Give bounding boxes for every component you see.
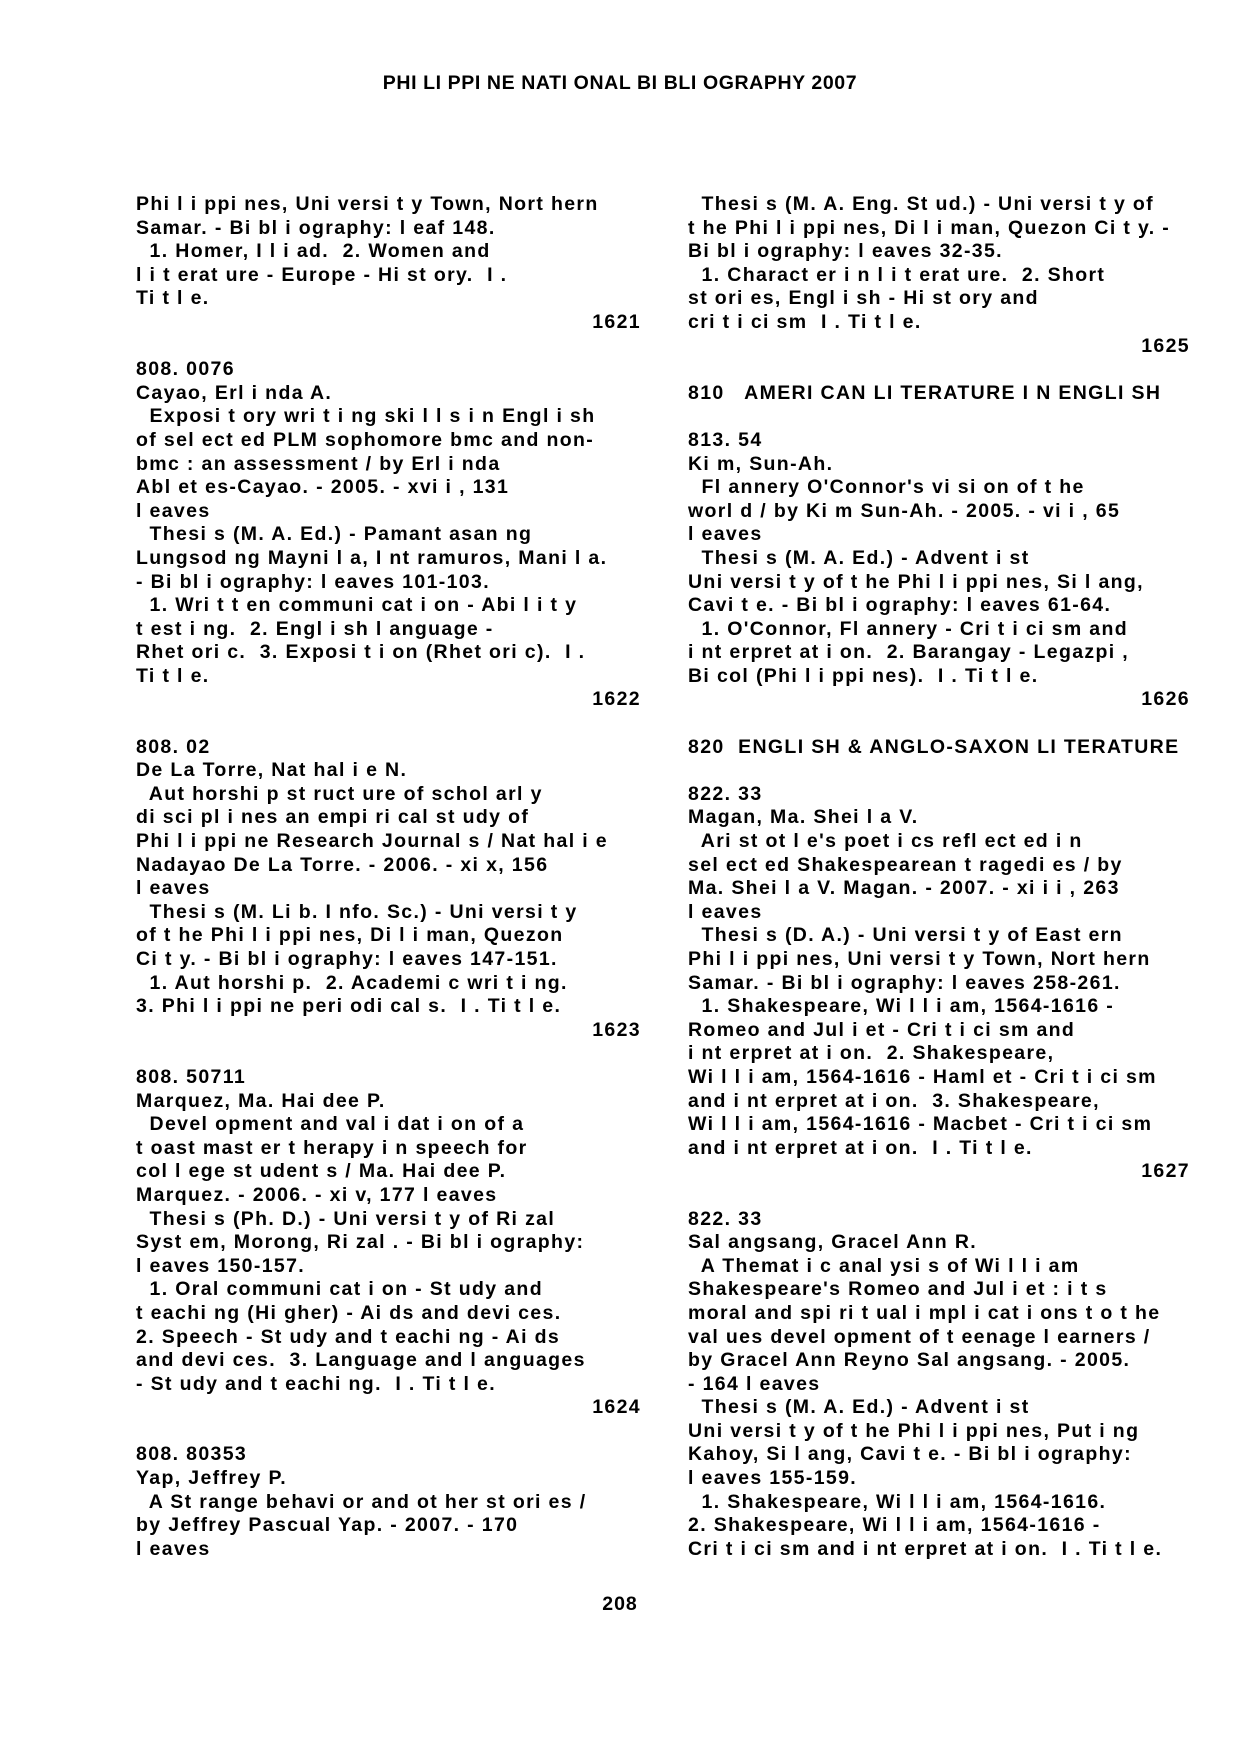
text-line: 808. 50711: [136, 1065, 247, 1088]
blank-line: [136, 1420, 641, 1444]
entry-number: 1625: [1141, 334, 1190, 357]
blank-line: [136, 335, 641, 359]
entry-number: 1627: [1141, 1160, 1190, 1183]
text-line: l eaves: [688, 900, 763, 923]
blank-line: [688, 405, 1190, 429]
text-line: Cavi t e. - Bi bl i ography: l eaves 61-64.: [688, 594, 1112, 617]
text-line: worl d / by Ki m Sun-Ah. - 2005. - vi i , 65: [688, 499, 1121, 522]
text-line: t oast mast er t herapy i n speech for: [136, 1136, 528, 1159]
text-line: Romeo and Jul i et - Cri t i ci sm and: [688, 1018, 1076, 1041]
blank-line: [136, 1042, 641, 1066]
text-line: 1. Homer, I l i ad. 2. Women and: [136, 240, 491, 263]
text-line: De La Torre, Nat hal i e N.: [136, 759, 408, 782]
entry-number: 1626: [1141, 688, 1190, 711]
text-line: l eaves: [136, 499, 211, 522]
text-line: 2. Speech - St udy and t eachi ng - Ai ds: [136, 1325, 561, 1348]
text-line: Phi l i ppi nes, Uni versi t y Town, Nort hern: [136, 193, 599, 215]
text-line: Rhet ori c. 3. Exposi t i on (Rhet ori c). I .: [136, 641, 586, 664]
text-line: Aut horshi p st ruct ure of schol arl y: [136, 782, 543, 805]
text-line: 808. 0076: [136, 358, 235, 381]
text-line: Phi l i ppi ne Research Journal s / Nat hal i e: [136, 830, 608, 853]
text-line: di sci pl i nes an empi ri cal st udy of: [136, 806, 530, 829]
text-line: Ci t y. - Bi bl i ography: l eaves 147-151.: [136, 948, 558, 970]
text-line: Uni versi t y of t he Phi l i ppi nes, Put i ng: [688, 1419, 1140, 1442]
text-line: Thesi s (D. A.) - Uni versi t y of East ern: [688, 924, 1123, 947]
left-column: [136, 193, 641, 1561]
page-header: PHI LI PPI NE NATI ONAL BI BLI OGRAPHY 2007: [382, 72, 858, 94]
text-line: 2. Shakespeare, Wi l l i am, 1564-1616 -: [688, 1514, 1101, 1537]
text-line: 810 AMERI CAN LI TERATURE I N ENGLI SH: [688, 381, 1162, 404]
text-line: Samar. - Bi bl i ography: l eaves 258-261.: [688, 971, 1121, 994]
text-line: Cri t i ci sm and i nt erpret at i on. I . Ti t l e.: [688, 1537, 1163, 1560]
text-line: Ti t l e.: [136, 287, 210, 310]
text-line: Yap, Jeffrey P.: [136, 1467, 288, 1490]
text-line: Ari st ot l e's poet i cs refl ect ed i n: [688, 830, 1083, 853]
text-line: t he Phi l i ppi nes, Di l i man, Quezon Ci t y. -: [688, 216, 1171, 239]
text-line: Lungsod ng Mayni l a, I nt ramuros, Mani l a.: [136, 546, 608, 569]
text-line: Wi l l i am, 1564-1616 - Haml et - Cri t i ci sm: [688, 1065, 1157, 1088]
text-line: Shakespeare's Romeo and Jul i et : i t s: [688, 1278, 1108, 1301]
text-line: Uni versi t y of t he Phi l i ppi nes, Si l ang,: [688, 570, 1144, 593]
blank-line: [688, 358, 1190, 382]
text-line: col l ege st udent s / Ma. Hai dee P.: [136, 1160, 507, 1183]
text-line: val ues devel opment of t eenage l earners /: [688, 1325, 1151, 1348]
blank-line: [688, 759, 1190, 783]
text-line: i nt erpret at i on. 2. Barangay - Legazpi ,: [688, 641, 1130, 664]
text-line: l eaves: [136, 1537, 211, 1560]
text-line: 1. O'Connor, Fl annery - Cri t i ci sm and: [688, 617, 1129, 640]
text-line: 822. 33: [688, 782, 763, 805]
text-line: Ki m, Sun-Ah.: [688, 452, 834, 475]
text-line: Magan, Ma. Shei l a V.: [688, 806, 919, 829]
text-line: 808. 80353: [136, 1443, 248, 1466]
text-line: Samar. - Bi bl i ography: l eaf 148.: [136, 216, 496, 239]
text-line: 1. Charact er i n l i t erat ure. 2. Short: [688, 263, 1106, 286]
text-line: - St udy and t eachi ng. I . Ti t l e.: [136, 1372, 496, 1395]
text-line: Fl annery O'Connor's vi si on of t he: [688, 476, 1085, 499]
text-line: - 164 l eaves: [688, 1372, 821, 1395]
text-line: l i t erat ure - Europe - Hi st ory. I .: [136, 263, 508, 286]
text-line: 813. 54: [688, 428, 763, 451]
text-line: A St range behavi or and ot her st ori es /: [136, 1490, 587, 1513]
text-line: Sal angsang, Gracel Ann R.: [688, 1231, 978, 1254]
entry-number: 1621: [592, 310, 641, 333]
text-line: Nadayao De La Torre. - 2006. - xi x, 156: [136, 853, 549, 876]
text-line: Bi bl i ography: l eaves 32-35.: [688, 240, 1003, 263]
text-line: - Bi bl i ography: l eaves 101-103.: [136, 570, 490, 593]
text-line: by Jeffrey Pascual Yap. - 2007. - 170: [136, 1514, 519, 1537]
text-line: l eaves 155-159.: [688, 1467, 858, 1490]
text-line: moral and spi ri t ual i mpl i cat i ons t o t he: [688, 1301, 1161, 1324]
text-line: l eaves 150-157.: [136, 1254, 306, 1277]
entry-number: 1624: [592, 1396, 641, 1419]
text-line: Syst em, Morong, Ri zal . - Bi bl i ography:: [136, 1231, 585, 1254]
blank-line: [688, 1184, 1190, 1208]
page-number: 208: [602, 1593, 638, 1615]
text-line: and i nt erpret at i on. 3. Shakespeare,: [688, 1089, 1100, 1112]
text-line: Thesi s (M. A. Ed.) - Advent i st: [688, 1396, 1030, 1419]
text-line: Abl et es-Cayao. - 2005. - xvi i , 131: [136, 476, 510, 499]
text-line: 1. Shakespeare, Wi l l i am, 1564-1616.: [688, 1490, 1107, 1513]
text-line: and i nt erpret at i on. I . Ti t l e.: [688, 1136, 1033, 1159]
text-line: Kahoy, Si l ang, Cavi t e. - Bi bl i ography:: [688, 1443, 1132, 1466]
text-line: t eachi ng (Hi gher) - Ai ds and devi ces.: [136, 1301, 562, 1324]
text-line: t est i ng. 2. Engl i sh l anguage -: [136, 617, 494, 640]
text-line: Bi col (Phi l i ppi nes). I . Ti t l e.: [688, 664, 1039, 687]
text-line: Thesi s (M. A. Eng. St ud.) - Uni versi t y of: [688, 193, 1155, 215]
text-line: i nt erpret at i on. 2. Shakespeare,: [688, 1042, 1055, 1065]
text-line: 820 ENGLI SH & ANGLO-SAXON LI TERATURE: [688, 735, 1180, 758]
text-line: Exposi t ory wri t i ng ski l l s i n Engl i sh: [136, 405, 596, 428]
text-line: by Gracel Ann Reyno Sal angsang. - 2005.: [688, 1349, 1131, 1372]
entry-number: 1622: [592, 688, 641, 711]
text-line: 1. Shakespeare, Wi l l i am, 1564-1616 -: [688, 995, 1115, 1018]
entry-number: 1623: [592, 1018, 641, 1041]
text-line: Phi l i ppi nes, Uni versi t y Town, Nort hern: [688, 948, 1151, 970]
text-line: cri t i ci sm I . Ti t l e.: [688, 310, 922, 333]
text-line: Thesi s (Ph. D.) - Uni versi t y of Ri zal: [136, 1207, 556, 1230]
text-line: Wi l l i am, 1564-1616 - Macbet - Cri t i ci sm: [688, 1113, 1153, 1136]
text-line: Thesi s (M. A. Ed.) - Pamant asan ng: [136, 523, 533, 546]
text-line: Devel opment and val i dat i on of a: [136, 1113, 525, 1136]
text-line: 808. 02: [136, 735, 211, 758]
text-line: bmc : an assessment / by Erl i nda: [136, 452, 501, 475]
text-line: 3. Phi l i ppi ne peri odi cal s. I . Ti t l e.: [136, 995, 562, 1018]
blank-line: [688, 712, 1190, 736]
text-line: A Themat i c anal ysi s of Wi l l i am: [688, 1254, 1080, 1277]
text-line: Marquez. - 2006. - xi v, 177 l eaves: [136, 1183, 498, 1206]
text-line: and devi ces. 3. Language and l anguages: [136, 1349, 586, 1372]
text-line: 1. Wri t t en communi cat i on - Abi l i t y: [136, 594, 578, 617]
text-line: Thesi s (M. Li b. I nfo. Sc.) - Uni versi t y: [136, 900, 578, 923]
right-column: [688, 193, 1190, 1561]
text-line: Cayao, Erl i nda A.: [136, 381, 333, 404]
text-line: st ori es, Engl i sh - Hi st ory and: [688, 287, 1039, 310]
text-line: Ti t l e.: [136, 664, 210, 687]
text-line: l eaves: [136, 877, 211, 900]
text-line: Thesi s (M. A. Ed.) - Advent i st: [688, 546, 1030, 569]
blank-line: [136, 712, 641, 736]
text-line: l eaves: [688, 523, 763, 546]
text-line: 1. Oral communi cat i on - St udy and: [136, 1278, 543, 1301]
text-line: of sel ect ed PLM sophomore bmc and non-: [136, 428, 595, 451]
text-line: Marquez, Ma. Hai dee P.: [136, 1089, 386, 1112]
text-line: of t he Phi l i ppi nes, Di l i man, Quezon: [136, 924, 564, 947]
text-line: Ma. Shei l a V. Magan. - 2007. - xi i i , 263: [688, 877, 1120, 900]
text-line: 1. Aut horshi p. 2. Academi c wri t i ng.: [136, 971, 568, 994]
text-line: 822. 33: [688, 1207, 763, 1230]
text-line: sel ect ed Shakespearean t ragedi es / by: [688, 853, 1123, 876]
